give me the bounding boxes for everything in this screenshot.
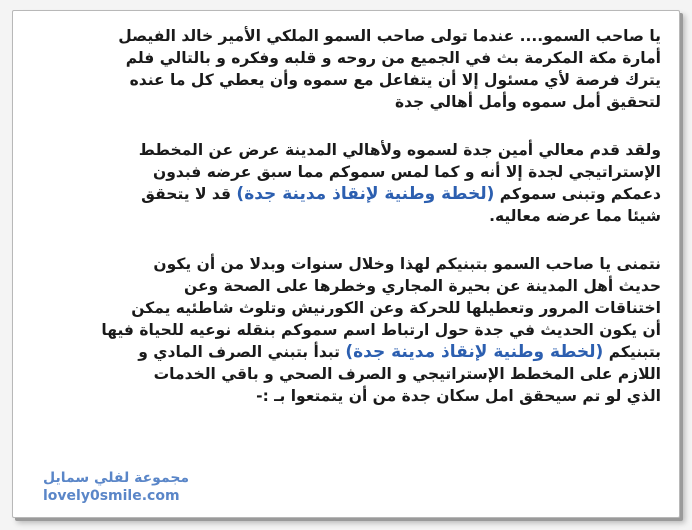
paragraph-3-line [45,341,661,363]
paragraph-3-line: اختناقات المرور وتعطيلها للحركة وعن الكورنيش وتلوث شاطئيه يمكن [131,299,661,317]
paragraph-3-line: حديث أهل المدينة عن بحيرة المجاري وخطرها على الصحة وعن [184,277,661,295]
watermark-url: lovely0smile.com [43,488,180,504]
paragraph-1-line: يترك فرصة لأي مسئول إلا أن يتفاعل مع سموه وأن يعطي كل ما عنده [129,71,661,89]
watermark-arabic: مجموعة لفلي سمايل [43,470,190,486]
document-frame [12,10,680,518]
watermark [43,469,189,505]
paragraph-2-text: قد لا يتحقق [141,185,237,203]
paragraph-2-line: شيئا مما عرضه معاليه. [489,207,661,225]
paragraph-3-text: تبدأ بتبني الصرف المادي و [138,343,346,361]
paragraph-3-line: نتمنى يا صاحب السمو بتبنيكم لهذا وخلال سنوات وبدلا من أن يكون [153,255,661,273]
paragraph-2-line: الإستراتيجي لجدة إلا أنه و كما لمس سموكم مما سبق عرضه فبدون [153,163,661,181]
paragraph-1-line: يا صاحب السمو.... عندما تولى صاحب السمو الملكي الأمير خالد الفيصل [118,27,661,45]
paragraph-1-line: لتحقيق أمل سموه وأمل أهالي جدة [394,93,661,111]
paragraph-3-text: بتبنيكم [603,343,661,361]
paragraph-2-line [45,183,661,205]
paragraph-2 [45,139,661,227]
paragraph-2-text: دعمكم وتبنى سموكم [494,185,661,203]
paragraph-2-line: ولقد قدم معالي أمين جدة لسموه ولأهالي المدينة عرض عن المخطط [138,141,661,159]
document-body [45,25,661,433]
highlight-phrase: (لخطة وطنية لإنقاذ مدينة جدة) [236,184,495,204]
paragraph-3 [45,253,661,407]
paragraph-1-line: أمارة مكة المكرمة بث في الجميع من روحه و قلبه وفكره و بالتالي فلم [125,49,661,67]
highlight-phrase: (لخطة وطنية لإنقاذ مدينة جدة) [345,342,604,362]
paragraph-1 [45,25,661,113]
paragraph-3-line: أن يكون الحديث في جدة حول ارتباط اسم سموكم بنقله نوعيه للحياة فيها [101,321,661,339]
paragraph-3-line: الذي لو تم سيحقق امل سكان جدة من أن يتمتعوا بـ :- [256,387,661,405]
paragraph-3-line: اللازم على المخطط الإستراتيجي و الصرف الصحي و باقي الخدمات [153,365,661,383]
